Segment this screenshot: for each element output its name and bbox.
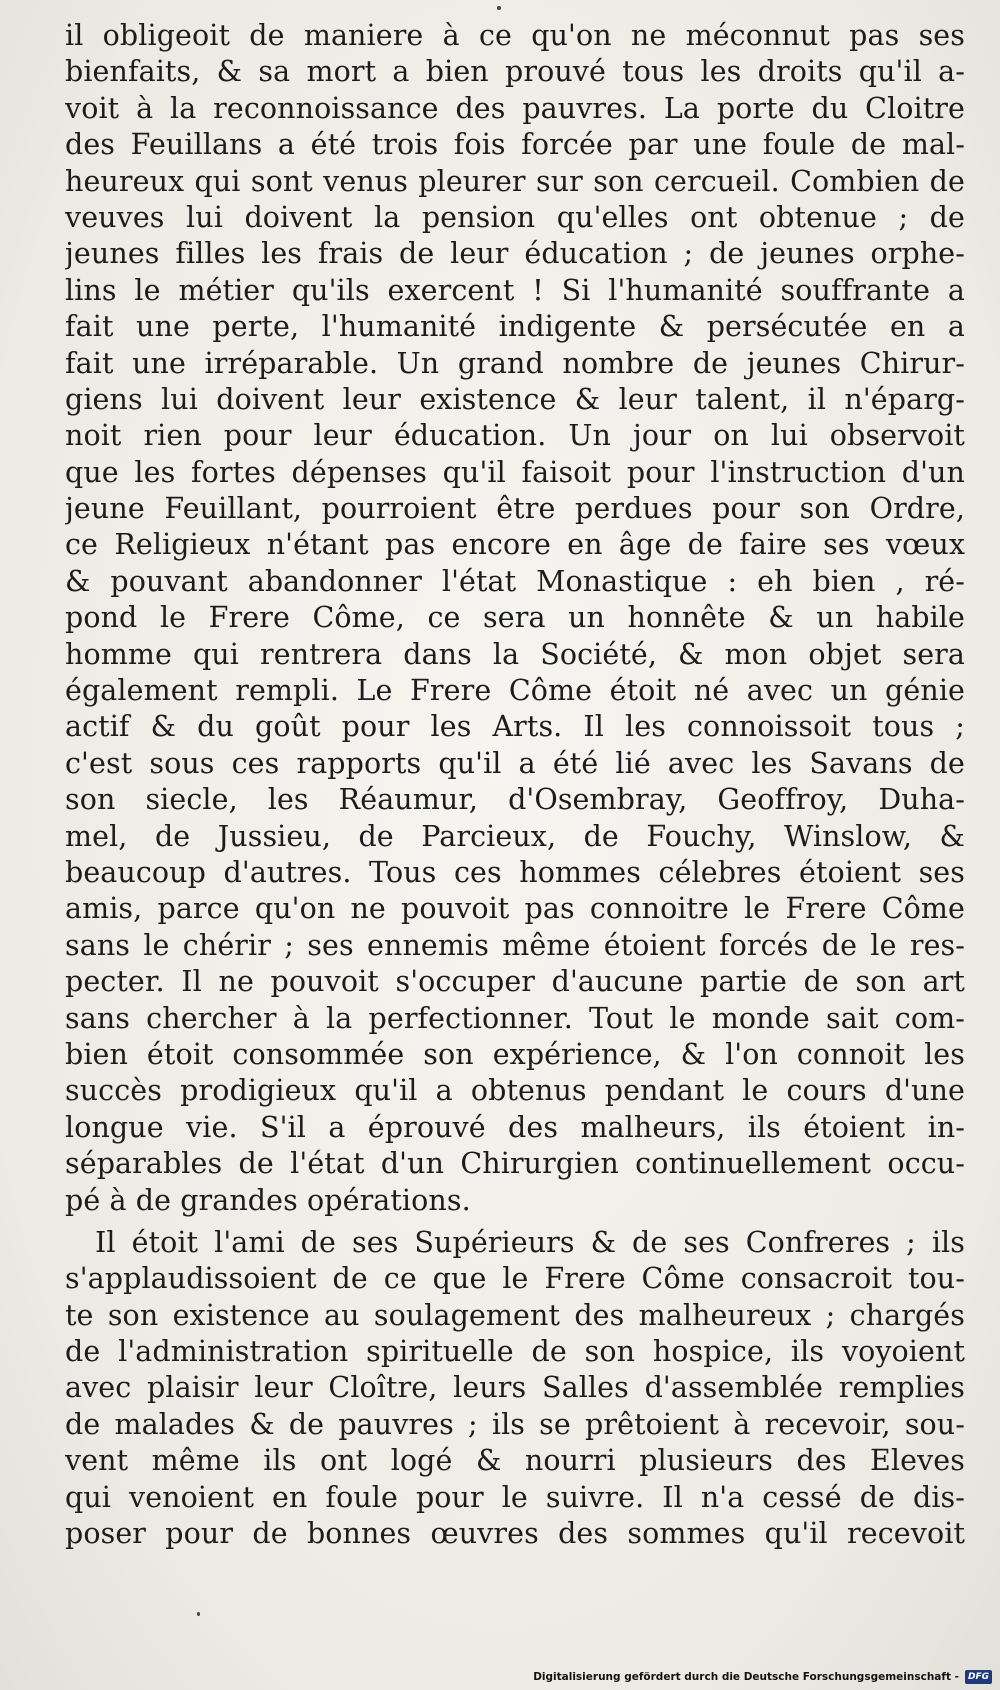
- text-line: bien étoit consommée son expérience, & l'on connoit les: [65, 1037, 965, 1071]
- text-line: veuves lui doivent la pension qu'elles ont obtenue ; de: [65, 200, 965, 234]
- digitization-footer: [533, 1670, 992, 1684]
- text-line: son siecle, les Réaumur, d'Osembray, Geoffroy, Duha-: [65, 783, 965, 817]
- text-line: sans le chérir ; ses ennemis même étoient forcés de le res-: [65, 928, 965, 962]
- text-line: voit à la reconnoissance des pauvres. La porte du Cloitre: [65, 91, 965, 125]
- paragraph-1: [65, 18, 965, 1219]
- footer-credit-text: Digitalisierung gefördert durch die Deutsche Forschungsgemeinschaft -: [533, 1671, 959, 1683]
- text-line: longue vie. S'il a éprouvé des malheurs, ils étoient in-: [65, 1110, 965, 1144]
- text-line: pé à de grandes opérations.: [65, 1183, 471, 1217]
- text-line: également rempli. Le Frere Côme étoit né avec un génie: [65, 674, 965, 708]
- ink-speck: [197, 1612, 200, 1616]
- text-line: actif & du goût pour les Arts. Il les connoissoit tous ;: [65, 710, 965, 744]
- text-line: poser pour de bonnes œuvres des sommes qu'il recevoit: [65, 1517, 965, 1551]
- text-line: séparables de l'état d'un Chirurgien continuellement occu-: [65, 1147, 965, 1181]
- text-line: beaucoup d'autres. Tous ces hommes célebres étoient ses: [65, 855, 965, 889]
- text-line: s'applaudissoient de ce que le Frere Côme consacroit tou-: [65, 1262, 965, 1296]
- text-line: te son existence au soulagement des malheureux ; chargés: [65, 1298, 965, 1332]
- text-line: ce Religieux n'étant pas encore en âge de faire ses vœux: [65, 528, 965, 562]
- text-line: lins le métier qu'ils exercent ! Si l'humanité souffrante a: [65, 273, 965, 307]
- text-line: qui venoient en foule pour le suivre. Il n'a cessé de dis-: [65, 1480, 965, 1514]
- text-line: fait une irréparable. Un grand nombre de jeunes Chirur-: [65, 346, 965, 380]
- text-line: sans chercher à la perfectionner. Tout le monde sait com-: [65, 1001, 965, 1035]
- text-line: pond le Frere Côme, ce sera un honnête & un habile: [65, 601, 965, 635]
- dfg-logo-icon: DFG: [965, 1670, 992, 1684]
- text-line: de l'administration spirituelle de son hospice, ils voyoient: [65, 1335, 965, 1369]
- text-line: pecter. Il ne pouvoit s'occuper d'aucune partie de son art: [65, 965, 965, 999]
- ink-speck: [497, 6, 501, 10]
- text-line: avec plaisir leur Cloître, leurs Salles d'assemblée remplies: [65, 1371, 965, 1405]
- text-line: jeune Feuillant, pourroient être perdues pour son Ordre,: [65, 492, 965, 526]
- text-line: c'est sous ces rapports qu'il a été lié avec les Savans de: [65, 746, 965, 780]
- text-line: mel, de Jussieu, de Parcieux, de Fouchy, Winslow, &: [65, 819, 965, 853]
- text-line: vent même ils ont logé & nourri plusieurs des Eleves: [65, 1444, 965, 1478]
- text-line: bienfaits, & sa mort a bien prouvé tous les droits qu'il a-: [65, 55, 965, 89]
- text-line: heureux qui sont venus pleurer sur son cercueil. Combien de: [65, 164, 965, 198]
- text-line: il obligeoit de maniere à ce qu'on ne méconnut pas ses: [65, 19, 965, 52]
- text-line: succès prodigieux qu'il a obtenus pendant le cours d'une: [65, 1074, 965, 1108]
- text-line: noit rien pour leur éducation. Un jour on lui observoit: [65, 419, 965, 453]
- text-line: de malades & de pauvres ; ils se prêtoient à recevoir, sou-: [65, 1407, 965, 1441]
- text-line: homme qui rentrera dans la Société, & mon objet sera: [65, 637, 965, 671]
- text-line: giens lui doivent leur existence & leur talent, il n'éparg-: [65, 382, 965, 416]
- text-line: Il étoit l'ami de ses Supérieurs & de ses Confreres ; ils: [95, 1225, 965, 1259]
- page-body-text: [65, 18, 965, 1552]
- text-line: & pouvant abandonner l'état Monastique : eh bien , ré-: [65, 564, 965, 598]
- paragraph-2: [65, 1225, 965, 1553]
- text-line: des Feuillans a été trois fois forcée par une foule de mal-: [65, 128, 965, 162]
- text-line: que les fortes dépenses qu'il faisoit pour l'instruction d'un: [65, 455, 965, 489]
- text-line: amis, parce qu'on ne pouvoit pas connoitre le Frere Côme: [65, 892, 965, 926]
- text-line: fait une perte, l'humanité indigente & persécutée en a: [65, 310, 965, 344]
- text-line: jeunes filles les frais de leur éducation ; de jeunes orphe-: [65, 237, 965, 271]
